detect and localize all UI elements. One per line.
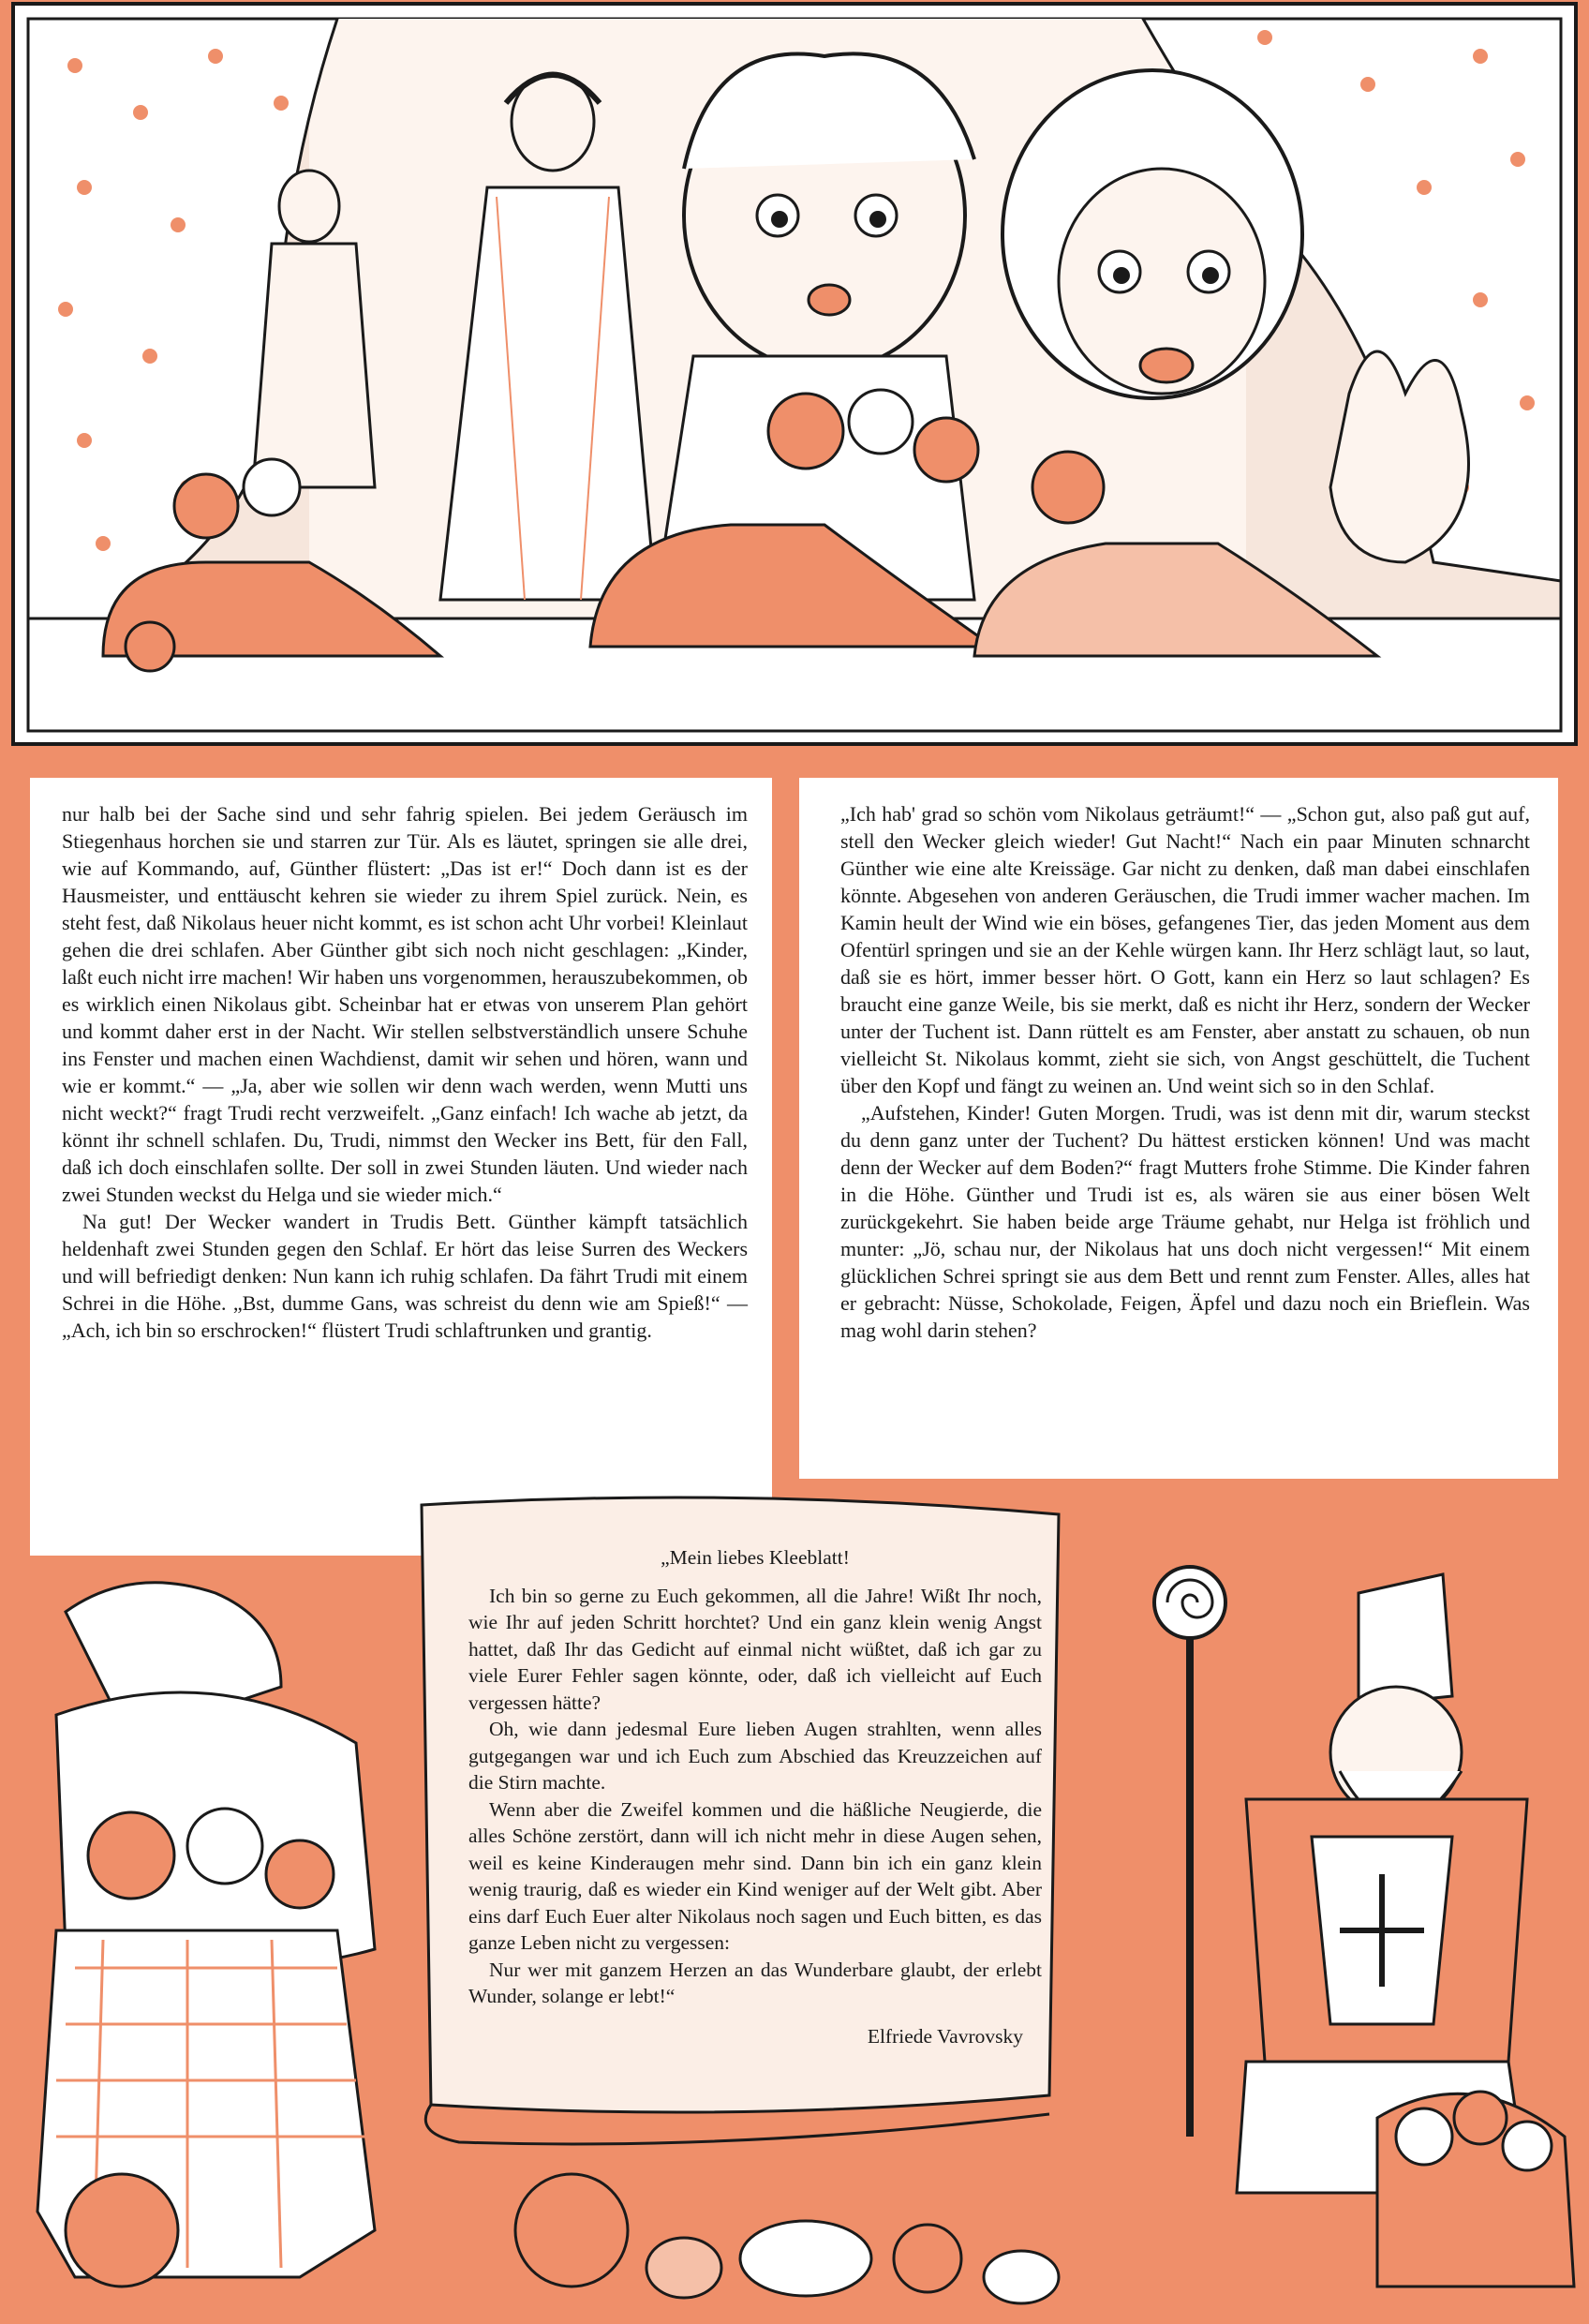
window-illustration [0, 0, 1589, 750]
story-column-left [30, 778, 772, 1556]
letter-text [468, 1544, 1042, 2049]
sack-and-boot-illustration [0, 1556, 403, 2324]
letter-paragraph: Ich bin so gerne zu Euch gekommen, all die Jahre! Wißt Ihr noch, wie Ihr auf jeden Schritt horchtet? Und ein ganz klein wenig Angst hattet, daß Ihr das Gedicht auf einmal nicht wüßtet, daß ich gar zu viele Eurer Fehler sagen könnte, oder, daß ich vielleicht auf Euch vergessen hätte? [468, 1584, 1042, 1714]
letter-signature: Elfriede Vavrovsky [867, 2024, 1023, 2048]
story-paragraph: nur halb bei der Sache sind und sehr fahrig spielen. Bei jedem Geräusch im Stiegenhaus horchen sie und starren zur Tür. Als es läutet, springen sie alle drei, wie auf Kommando, auf, Günther flüstert: „Das ist er!“ Doch dann ist es der Hausmeister, und enttäuscht kehren sie wieder zu ihrem Spiel zurück. Nein, es steht fest, daß Nikolaus heuer nicht kommt, es ist schon acht Uhr vorbei! Kleinlaut gehen die drei schlafen. Aber Günther gibt sich noch nicht geschlagen: „Kinder, laßt euch nicht irre machen! Wir haben uns vorgenommen, herauszubekommen, ob es wirklich einen Nikolaus gibt. Scheinbar hat er etwas von unserem Plan gehört und kommt daher erst in der Nacht. Wir stellen selbstverständlich unsere Schuhe ins Fenster und machen einen Wachdienst, damit wir sehen und hören, wann und wie er kommt.“ — „Ja, aber wie sollen wir denn wach werden, wenn Mutti uns nicht weckt?“ fragt Trudi recht verzweifelt. „Ganz einfach! Ich wache ab jetzt, da könnt ihr schnell schlafen. Du, Trudi, nimmst den Wecker ins Bett, für den Fall, daß ich doch einschlafen sollte. Der soll in zwei Stunden läuten. Und wieder nach zwei Stunden weckst du Helga und sie wieder mich.“ [62, 802, 748, 1206]
nikolaus-illustration [1077, 1537, 1589, 2324]
letter-paragraph: Wenn aber die Zweifel kommen und die häßliche Neugierde, die alles Schöne zerstört, dann will ich nicht mehr in diese Augen sehen, weil es keine Kinderaugen mehr sind. Dann bin ich ein ganz klein wenig traurig, daß es wieder ein Kind weniger auf der Welt gibt. Aber eins darf Euch Euer alter Nikolaus noch sagen und Euch bitten, es das ganze Leben nicht zu vergessen: [468, 1797, 1042, 1954]
letter-paragraph: Nur wer mit ganzem Herzen an das Wunderbare glaubt, der erlebt Wunder, solange er lebt!“ [468, 1958, 1042, 2007]
story-column-right [799, 778, 1558, 1479]
story-paragraph: „Ich hab' grad so schön vom Nikolaus geträumt!“ — „Schon gut, also paß gut auf, stell den Wecker gleich wieder! Gut Nacht!“ Nach ein paar Minuten schnarcht Günther wie eine alte Kreissäge. Gar nicht zu denken, daß man dabei einschlafen könnte. Abgesehen von anderen Geräuschen, die Trudi immer wacher machen. Im Kamin heult der Wind wie ein böses, gefangenes Tier, das jeden Moment aus dem Ofentürl springen und sie an der Kehle würgen kann. Ihr Herz schlägt laut, so laut, daß sie es hört, immer besser hört. O Gott, kann ein Herz so laut schlagen? Es braucht eine ganze Weile, bis sie merkt, daß es nicht ihr Herz, sondern der Wecker unter der Tuchent ist. Dann rüttelt es am Fenster, aber anstatt zu schauen, ob nun vielleicht St. Nikolaus kommt, zieht sie sich, von Angst geschüttelt, die Tuchent über den Kopf und fängt zu weinen an. Und weint sich so in den Schlaf. [840, 802, 1530, 1097]
treats-illustration [403, 2146, 1077, 2324]
letter-paragraph: Oh, wie dann jedesmal Eure lieben Augen strahlten, wenn alles gutgegangen war und ich Euch zum Abschied das Kreuzzeichen auf die Stirn machte. [468, 1718, 1042, 1794]
story-paragraph: Na gut! Der Wecker wandert in Trudis Bett. Günther kämpft tatsächlich heldenhaft zwei Stunden gegen den Schlaf. Er hört das leise Surren des Weckers und will befriedigt denken: Nun kann ich ruhig schlafen. Da fährt Trudi mit einem Schrei in die Höhe. „Bst, dumme Gans, was schreist du denn wie am Spieß!“ — „Ach, ich bin so erschrocken!“ flüstert Trudi schlaftrunken und grantig. [62, 1210, 748, 1342]
story-paragraph: „Aufstehen, Kinder! Guten Morgen. Trudi, was ist denn mit dir, warum steckst du denn ganz unter der Tuchent? Du hättest ersticken können! Und was macht denn der Wecker auf dem Boden?“ fragt Mutters frohe Stimme. Die Kinder fahren in die Höhe. Günther und Trudi ist es, als wären sie aus einer bösen Welt zurückgekehrt. Sie haben beide arge Träume gehabt, nur Helga ist fröhlich und munter: „Jö, schau nur, der Nikolaus hat uns doch nicht vergessen!“ Mit einem glücklichen Schrei springt sie aus dem Bett und rennt zum Fenster. Alles, alles hat er gebracht: Nüsse, Schokolade, Feigen, Äpfel und dazu noch ein Brieflein. Was mag wohl darin stehen? [840, 1101, 1530, 1342]
letter-greeting: „Mein liebes Kleeblatt! [661, 1546, 850, 1569]
